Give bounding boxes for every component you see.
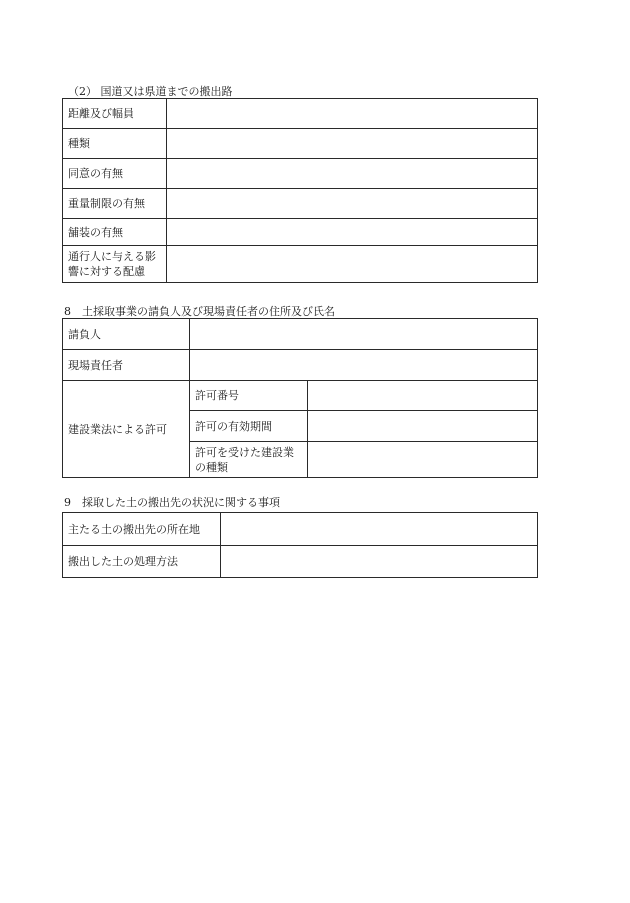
permit-type-label	[190, 442, 308, 478]
haul-route-table	[62, 98, 538, 283]
table-row	[63, 246, 538, 283]
weight-limit-label: 重量制限の有無	[63, 189, 167, 219]
destination-location-label: 主たる土の搬出先の所在地	[63, 513, 221, 546]
pedestrian-impact-field[interactable]	[167, 246, 538, 283]
consent-field[interactable]	[167, 159, 538, 189]
section9-title: 9 採取した土の搬出先の状況に関する事項	[64, 496, 280, 509]
site-manager-label: 現場責任者	[63, 350, 190, 381]
pedestrian-impact-label-line1: 通行人に与える影	[68, 250, 156, 263]
section2-title: （2） 国道又は県道までの搬出路	[68, 85, 233, 98]
permit-type-label-line2: の種類	[195, 460, 228, 474]
table-row	[63, 546, 538, 578]
contractor-label: 請負人	[63, 319, 190, 350]
road-type-field[interactable]	[167, 129, 538, 159]
road-type-label: 種類	[63, 129, 167, 159]
table-row	[63, 350, 538, 381]
contractor-table	[62, 318, 538, 478]
consent-label: 同意の有無	[63, 159, 167, 189]
contractor-field[interactable]	[190, 319, 538, 350]
permit-type-field[interactable]	[308, 442, 538, 478]
permit-validity-label: 許可の有効期間	[190, 411, 308, 442]
pedestrian-impact-label-line2: 響に対する配慮	[68, 265, 145, 278]
table-row	[63, 189, 538, 219]
section8-title: 8 土採取事業の請負人及び現場責任者の住所及び氏名	[64, 305, 335, 318]
table-row	[63, 219, 538, 246]
construction-permit-label: 建設業法による許可	[63, 381, 190, 478]
table-row	[63, 319, 538, 350]
table-row	[63, 159, 538, 189]
weight-limit-field[interactable]	[167, 189, 538, 219]
permit-number-field[interactable]	[308, 381, 538, 411]
distance-width-field[interactable]	[167, 99, 538, 129]
table-row	[63, 381, 538, 411]
soil-destination-table	[62, 512, 538, 578]
pavement-label: 舗装の有無	[63, 219, 167, 246]
distance-width-label: 距離及び幅員	[63, 99, 167, 129]
destination-location-field[interactable]	[221, 513, 538, 546]
permit-type-label-line1: 許可を受けた建設業	[195, 445, 294, 459]
pavement-field[interactable]	[167, 219, 538, 246]
pedestrian-impact-label	[63, 246, 167, 283]
disposal-method-field[interactable]	[221, 546, 538, 578]
permit-validity-field[interactable]	[308, 411, 538, 442]
table-row	[63, 513, 538, 546]
site-manager-field[interactable]	[190, 350, 538, 381]
permit-number-label: 許可番号	[190, 381, 308, 411]
table-row	[63, 129, 538, 159]
table-row	[63, 99, 538, 129]
disposal-method-label: 搬出した土の処理方法	[63, 546, 221, 578]
